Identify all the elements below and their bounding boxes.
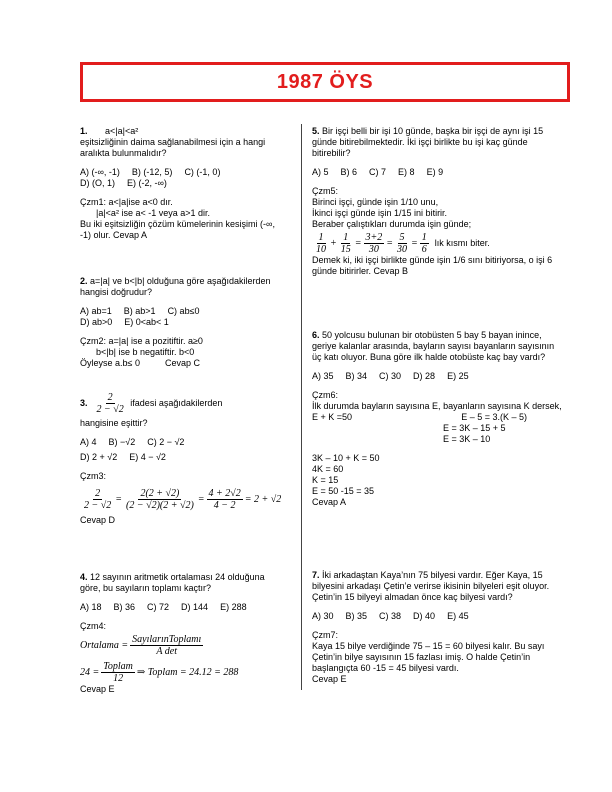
q5-opt-b: B) 6: [340, 167, 358, 177]
q1-solution-line: Bu iki eşitsizliğin çözüm kümelerinin kesişimi (-∞, -1) olur. Cevap A: [80, 219, 275, 240]
q4-number: 4.: [80, 572, 88, 582]
q4-opt-d: D) 144: [181, 602, 209, 612]
q7-solution-label: Çzm7:: [312, 630, 339, 640]
q5-opt-d: E) 8: [398, 167, 415, 177]
q1-number: 1.: [80, 126, 88, 136]
column-divider: [301, 124, 302, 690]
q3-answer: Cevap D: [80, 515, 116, 525]
q2-opt-d: D) ab>0: [80, 317, 113, 327]
q3-text: hangisine eşittir?: [80, 418, 148, 428]
q6-text: 50 yolcusu bulunan bir otobüsten 5 bay 5 bayan inince, geriye kalanlar arasında, bayların sayısı bayanların sayısının üç katı oluyor. Buna göre ilk halde otobüste kaç bay vardı?: [312, 330, 555, 362]
q3-opt-b: B) −√2: [108, 437, 136, 447]
q4-opt-b: B) 36: [113, 602, 136, 612]
q6-opt-d: D) 28: [413, 371, 436, 381]
q5-text: Bir işçi belli bir işi 10 günde, başka bir işçi de aynı işi 15 günde bitirebilmektedir. İki işçi birlikte bu işi kaç günde bitirebilir?: [312, 126, 544, 158]
q6-number: 6.: [312, 330, 320, 340]
q4-answer: Cevap E: [80, 684, 115, 694]
question-1: [80, 126, 285, 241]
q2-solution-line: Çzm2: a=|a| ise a pozitiftir. a≥0: [80, 336, 203, 346]
q5-fraction-sum: $\frac{1}{10}$ + $\frac{1}{15}$ = $\frac{3+2}{30}$ = $\frac{5}{30}$ = $\frac{1}{6}$ lık kısmı biter.: [316, 232, 490, 255]
q2-opt-e: E) 0<ab< 1: [124, 317, 169, 327]
q7-opt-e: E) 45: [447, 611, 469, 621]
q5-opt-a: A) 5: [312, 167, 329, 177]
q5-solution-line: Birinci işçi, günde işin 1/10 unu,: [312, 197, 439, 207]
q4-equation: 24 = $\frac{\text{Toplam}}{12}$ ⇒ Toplam = 24.12 = 288: [80, 661, 239, 684]
q6-step: 4K = 60: [312, 464, 344, 474]
question-3: [80, 392, 285, 526]
question-5: [312, 126, 562, 277]
q6-equation: E + K =50: [312, 412, 353, 422]
q5-number: 5.: [312, 126, 320, 136]
question-2: [80, 276, 285, 369]
q3-number: 3.: [80, 398, 88, 408]
q2-solution-line: b<|b| ise b negatiftir. b<0: [96, 347, 195, 357]
q7-answer: Cevap E: [312, 674, 347, 684]
q4-solution-label: Çzm4:: [80, 621, 107, 631]
q1-stem: a<|a|<a²: [105, 126, 139, 136]
q7-solution-text: Kaya 15 bilye verdiğinde 75 – 15 = 60 bilyesi kalır. Bu sayı Çetin’in bilye sayısının 15 fazlası imiş. O halde Çetin’in başlangıçta 60 -15 = 45 bilyesi vardı.: [312, 641, 545, 673]
q3-solution-label: Çzm3:: [80, 471, 107, 481]
q6-equation: E = 3K – 10: [443, 434, 491, 444]
q4-formula: Ortalama = $\frac{\text{SayılarınToplamı}}{\text{A det}}$: [80, 634, 202, 657]
q7-text: İki arkadaştan Kaya’nın 75 bilyesi vardır. Eğer Kaya, 15 bilyesini arkadaşı Çetin’e verirse ikisinin bilyeleri eşit oluyor. Çetin’in 15 bilyeyi almadan önce kaç bilyesi vardı?: [312, 570, 550, 602]
q1-opt-d: D) (O, 1): [80, 178, 115, 188]
q2-opt-b: B) ab>1: [123, 306, 156, 316]
q2-opt-a: A) ab=1: [80, 306, 112, 316]
q6-opt-b: B) 34: [345, 371, 368, 381]
q1-opt-b: B) (-12, 5): [131, 167, 173, 177]
question-7: [312, 570, 562, 685]
q6-solution-label: Çzm6:: [312, 390, 339, 400]
q5-solution-line: Beraber çalıştıkları durumda işin günde;: [312, 219, 472, 229]
question-6: [312, 330, 562, 508]
q3-expression: $\frac{2}{2 - √2}$: [96, 392, 124, 415]
q2-text: a=|a| ve b<|b| olduğuna göre aşağıdakilerden hangisi doğrudur?: [80, 276, 271, 297]
q3-opt-e: E) 4 − √2: [129, 452, 166, 462]
q7-number: 7.: [312, 570, 320, 580]
q2-answer: Cevap C: [164, 358, 200, 368]
q3-text: ifadesi aşağıdakilerden: [130, 398, 223, 408]
q6-step: K = 15: [312, 475, 339, 485]
q4-opt-a: A) 18: [80, 602, 102, 612]
q1-solution-line: |a|<a² ise a< -1 veya a>1 dir.: [96, 208, 210, 218]
q4-text: 12 sayının aritmetik ortalaması 24 olduğuna göre, bu sayıların toplamı kaçtır?: [80, 572, 265, 593]
q7-opt-b: B) 35: [345, 611, 368, 621]
q4-opt-e: E) 288: [220, 602, 247, 612]
q2-number: 2.: [80, 276, 88, 286]
q3-opt-a: A) 4: [80, 437, 97, 447]
q6-equation: E = 3K – 15 + 5: [443, 423, 506, 433]
q5-solution-end: Demek ki, iki işçi birlikte günde işin 1/6 sını bitiriyorsa, o işi 6 günde bitirirler. Cevap B: [312, 255, 553, 276]
q1-text: eşitsizliğinin daima sağlanabilmesi için a hangi aralıkta bulunmalıdır?: [80, 137, 266, 158]
q3-solution-equation: $\frac{2}{2 - √2}$ = $\frac{2(2 + √2)}{(2 - √2)(2 + √2)}$ = $\frac{4 + 2√2}{4 - 2}$ = 2 + √2: [84, 488, 282, 511]
q6-equation: E – 5 = 3.(K – 5): [461, 412, 527, 422]
q3-opt-d: D) 2 + √2: [80, 452, 118, 462]
q5-opt-c: C) 7: [369, 167, 387, 177]
q6-opt-e: E) 25: [447, 371, 469, 381]
q1-opt-e: E) (-2, -∞): [127, 178, 167, 188]
q6-step: 3K – 10 + K = 50: [312, 453, 380, 463]
q6-solution-intro: İlk durumda bayların sayısına E, bayanların sayısına K dersek,: [312, 401, 562, 411]
q5-opt-e: E) 9: [426, 167, 444, 177]
q1-opt-a: A) (-∞, -1): [80, 167, 120, 177]
q2-solution-line: Öyleyse a.b≤ 0: [80, 358, 140, 368]
q3-opt-c: C) 2 − √2: [147, 437, 185, 447]
page-title: 1987 ÖYS: [276, 70, 374, 93]
title-box: [80, 62, 570, 102]
q7-opt-a: A) 30: [312, 611, 334, 621]
q7-opt-c: C) 38: [379, 611, 402, 621]
q1-solution-line: Çzm1: a<|a|ise a<0 dır.: [80, 197, 173, 207]
q2-opt-c: C) ab≤0: [167, 306, 200, 316]
q4-opt-c: C) 72: [147, 602, 170, 612]
q7-opt-d: D) 40: [413, 611, 436, 621]
q6-opt-a: A) 35: [312, 371, 334, 381]
q5-solution-line: Çzm5:: [312, 186, 339, 196]
q1-opt-c: C) (-1, 0): [184, 167, 221, 177]
q6-step: E = 50 -15 = 35: [312, 486, 375, 496]
q6-opt-c: C) 30: [379, 371, 402, 381]
q5-solution-line: İkinci işçi günde işin 1/15 ini bitirir.: [312, 208, 448, 218]
question-4: [80, 572, 285, 695]
q6-answer: Cevap A: [312, 497, 347, 507]
